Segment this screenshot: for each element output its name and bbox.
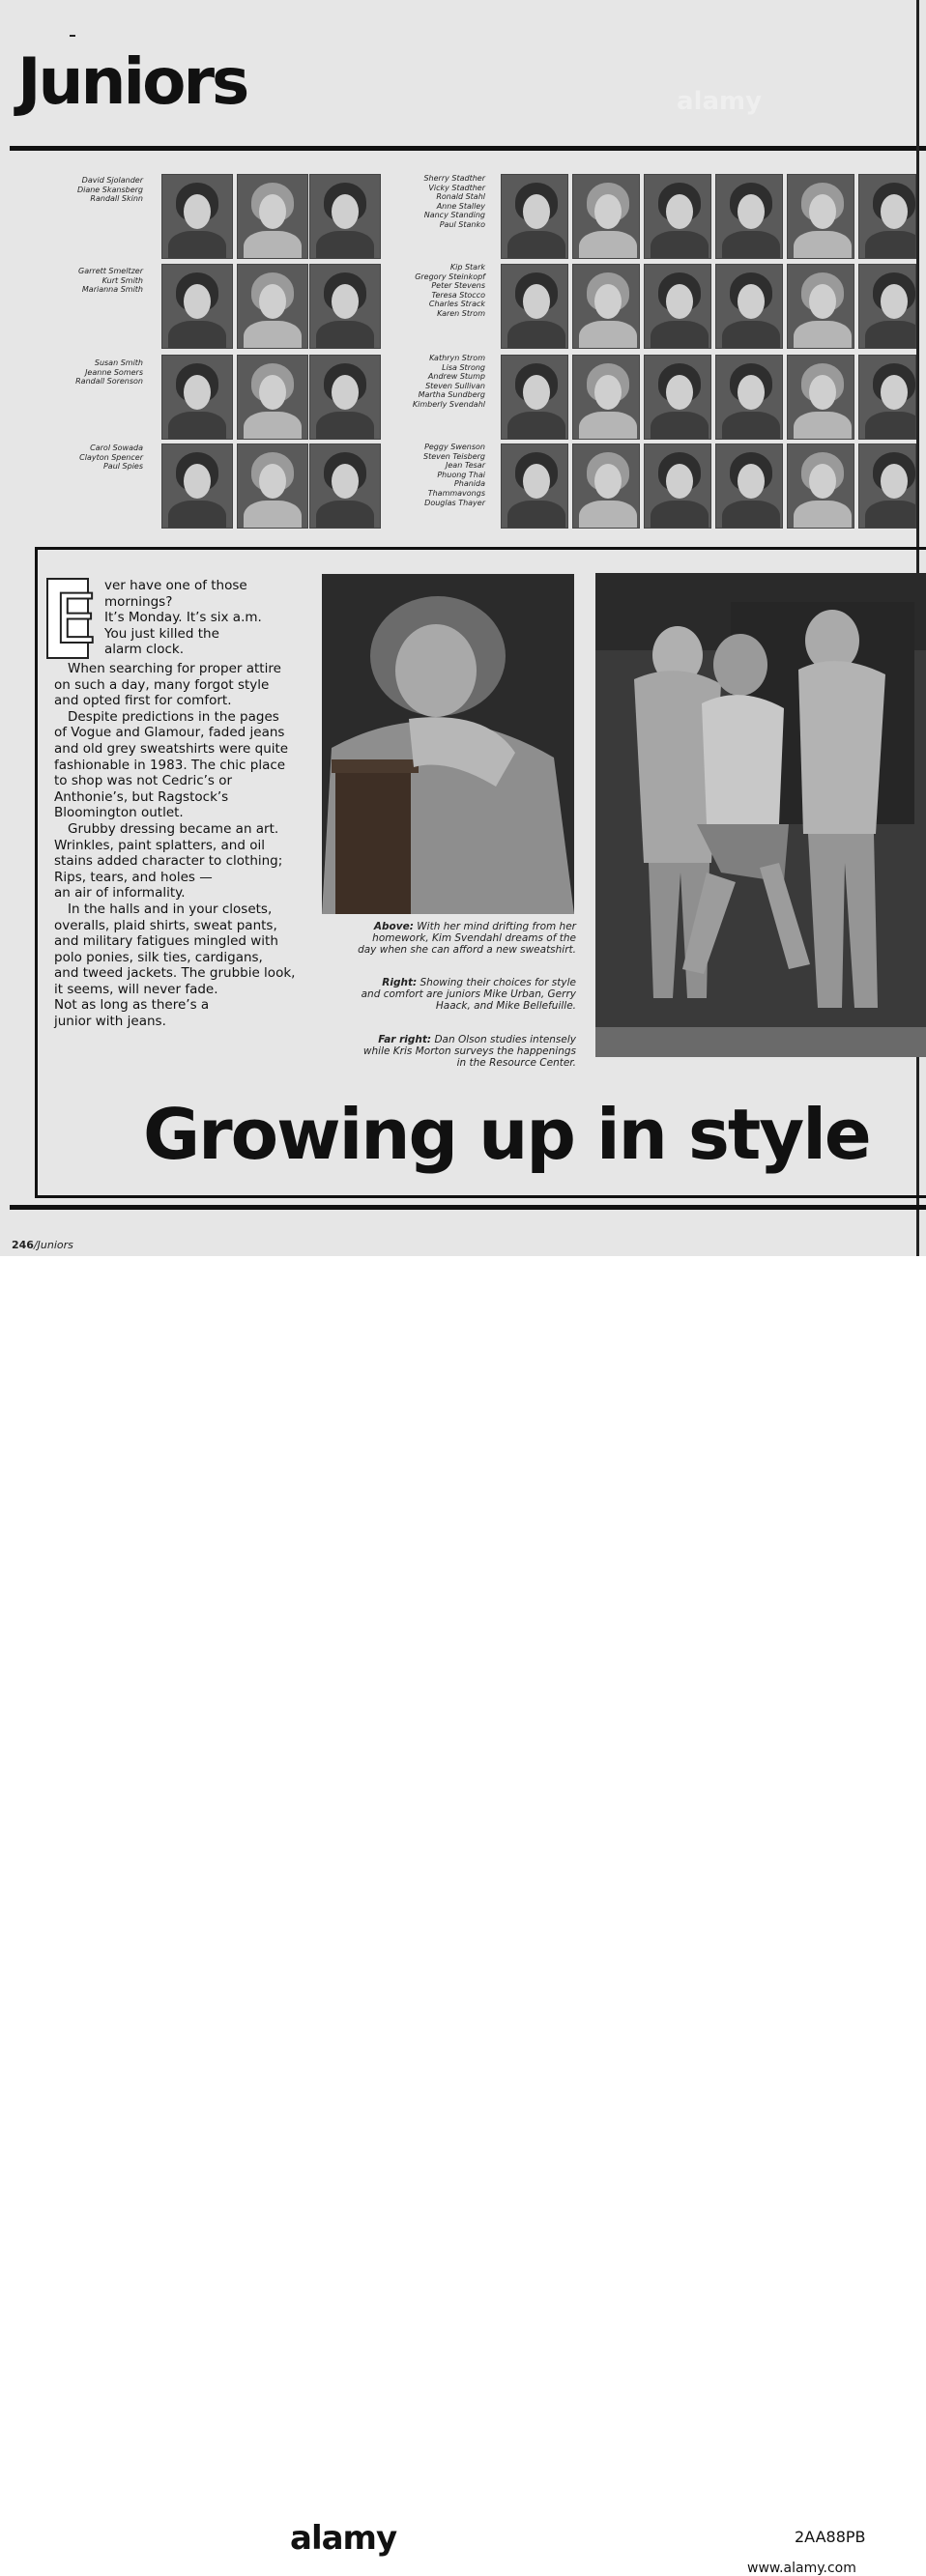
student-portrait bbox=[715, 355, 783, 440]
student-portrait bbox=[237, 355, 308, 440]
alamy-logo: alamy bbox=[290, 2519, 397, 2558]
student-portrait bbox=[715, 264, 783, 349]
name-list: Carol Sowada Clayton Spencer Paul Spies bbox=[79, 444, 143, 472]
story-intro: ver have one of those mornings? It’s Monday. It’s six a.m. You just killed the alarm clock. bbox=[104, 578, 262, 658]
student-portrait bbox=[161, 444, 233, 529]
student-portrait bbox=[644, 355, 711, 440]
name-list: Garrett Smeltzer Kurt Smith Marianna Smith bbox=[78, 267, 143, 295]
student-portrait bbox=[858, 355, 916, 440]
student-portrait bbox=[161, 355, 233, 440]
footer-url: www.alamy.com bbox=[747, 2561, 856, 2576]
student-portrait bbox=[501, 355, 568, 440]
name-list: David Sjolander Diane Skansberg Randall Skinn bbox=[76, 176, 143, 204]
drop-cap: E bbox=[46, 578, 89, 659]
student-portrait bbox=[309, 444, 381, 529]
student-portrait bbox=[309, 174, 381, 259]
student-portrait bbox=[644, 174, 711, 259]
student-portrait bbox=[161, 264, 233, 349]
student-portrait bbox=[237, 174, 308, 259]
name-list: Kathryn Strom Lisa Strong Andrew Stump Steven Sullivan Martha Sundberg Kimberly Svendahl bbox=[412, 354, 485, 409]
bottom-rule bbox=[10, 1205, 926, 1210]
student-portrait bbox=[715, 444, 783, 529]
student-portrait bbox=[787, 355, 854, 440]
mark bbox=[70, 35, 75, 37]
student-portrait bbox=[858, 444, 916, 529]
student-portrait bbox=[572, 444, 640, 529]
student-portrait bbox=[572, 264, 640, 349]
name-list: Kip Stark Gregory Steinkopf Peter Stevens Teresa Stocco Charles Strack Karen Strom bbox=[415, 263, 485, 318]
name-list: Susan Smith Jeanne Somers Randall Sorenson bbox=[75, 358, 143, 386]
photo-girl-with-chair bbox=[322, 574, 574, 914]
image-id: 2AA88PB bbox=[795, 2528, 866, 2546]
name-list: Sherry Stadther Vicky Stadther Ronald Stahl Anne Stalley Nancy Standing Paul Stanko bbox=[423, 174, 485, 229]
caption-above: Above: With her mind drifting from her homework, Kim Svendahl dreams of the day when she can afford a new sweatshirt. bbox=[358, 921, 576, 956]
student-portrait bbox=[501, 264, 568, 349]
student-portrait bbox=[237, 444, 308, 529]
student-portrait bbox=[858, 174, 916, 259]
student-portrait bbox=[161, 174, 233, 259]
student-portrait bbox=[787, 444, 854, 529]
student-portrait bbox=[787, 174, 854, 259]
photo-three-juniors bbox=[595, 573, 926, 1057]
student-portrait bbox=[501, 444, 568, 529]
student-portrait bbox=[309, 355, 381, 440]
yearbook-page bbox=[0, 0, 926, 1256]
student-portrait bbox=[237, 264, 308, 349]
name-list: Peggy Swenson Steven Teisberg Jean Tesar Phuong Thai Phanida Thammavongs Douglas Thayer bbox=[423, 443, 485, 507]
caption-right: Right: Showing their choices for style and comfort are juniors Mike Urban, Gerry Haack, and Mike Bellefuille. bbox=[361, 977, 576, 1012]
student-portrait bbox=[858, 264, 916, 349]
caption-far-right: Far right: Dan Olson studies intensely while Kris Morton surveys the happenings in the Resource Center. bbox=[362, 1034, 576, 1069]
student-portrait bbox=[572, 174, 640, 259]
watermark: alamy bbox=[677, 87, 763, 116]
student-portrait bbox=[644, 264, 711, 349]
student-portrait bbox=[309, 264, 381, 349]
student-portrait bbox=[715, 174, 783, 259]
top-rule bbox=[10, 146, 926, 151]
page-folio: 246/Juniors bbox=[12, 1239, 73, 1251]
story-body: When searching for proper attire on such a day, many forgot style and opted first for comfort. Despite predictions in the pages of Vogue and Glamour, faded jeans and old grey sweatshirts were quite fashionable in 1983. The chic place to shop was not Cedric’s or Anthonie’s, but Ragstock’s Bloomington outlet. Grubby dressing became an art. Wrinkles, paint splatters, and oil stains added character to clothing; Rips, tears, and holes — an air of informality. In the halls and in your closets, overalls, plaid shirts, sweat pants, and military fatigues mingled with polo ponies, silk ties, cardigans, and tweed jackets. The grubbie look, it seems, will never fade. Not as long as there’s a junior with jeans. bbox=[54, 661, 296, 1030]
student-portrait bbox=[644, 444, 711, 529]
page-title: Juniors bbox=[17, 44, 247, 119]
story-headline: Growing up in style bbox=[143, 1094, 870, 1175]
student-portrait bbox=[572, 355, 640, 440]
student-portrait bbox=[501, 174, 568, 259]
student-portrait bbox=[787, 264, 854, 349]
stock-footer bbox=[0, 1256, 926, 2576]
